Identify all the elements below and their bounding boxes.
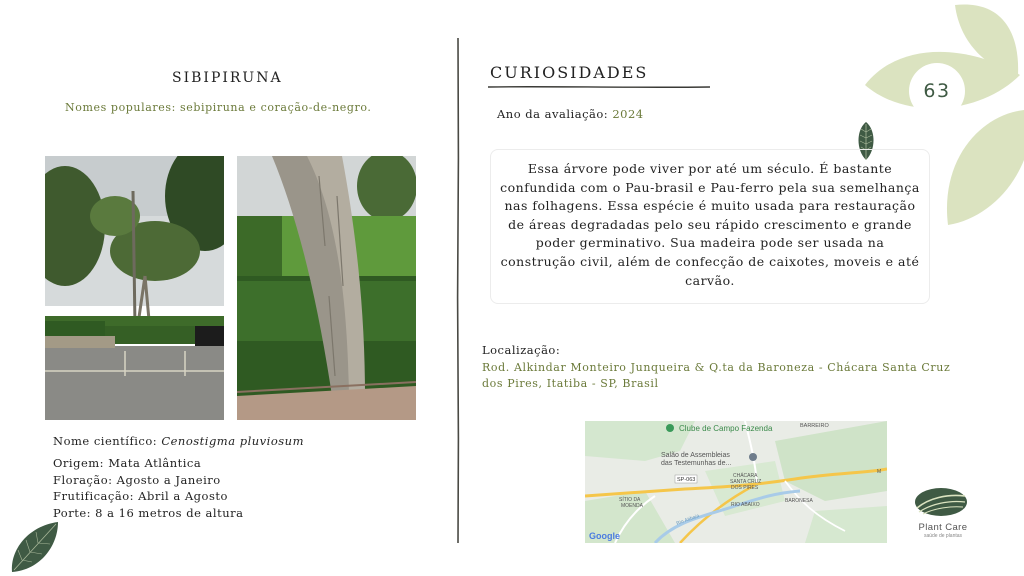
map-label-hall-line2: das Testemunhas de... [661, 460, 732, 467]
map-label-chacara-1: CHÁCARA [733, 473, 758, 479]
curiosities-heading: CURIOSIDADES [490, 63, 649, 82]
fruiting-fact: Frutificação: Abril a Agosto [53, 489, 228, 503]
page-number-badge [909, 63, 965, 119]
map-label-road: SP-063 [677, 477, 696, 483]
year-value: 2024 [612, 107, 644, 121]
column-divider [456, 38, 460, 543]
scientific-label: Nome científico: [53, 434, 162, 448]
tree-photo-garden [45, 156, 224, 420]
map-label-rio-abaixo: RIO ABAIXO [731, 502, 760, 508]
decorative-leaf-bottom-left [8, 520, 60, 576]
map-label-baronesa: BARONESA [785, 498, 813, 504]
map-label-river: Rio Atibaia [675, 513, 701, 527]
logo-tagline: saúde de plantas [923, 533, 963, 539]
tree-trunk-photo [237, 156, 416, 420]
scientific-name: Cenostigma pluviosum [161, 434, 304, 448]
plant-facts [53, 455, 243, 521]
map-label-hall-line1: Salão de Assembleias [661, 452, 730, 459]
logo-name: Plant Care [918, 522, 968, 533]
page-number: 63 [923, 80, 951, 102]
scientific-name-line [53, 434, 304, 448]
google-logo: Google [589, 531, 620, 541]
plant-title: SIBIPIRUNA [172, 70, 283, 86]
map-label-sitio-2: MOENDA [621, 503, 643, 509]
map-label-chacara-3: DOS PIRES [731, 485, 759, 491]
origin-fact: Origem: Mata Atlântica [53, 456, 202, 470]
heading-underline [488, 84, 710, 90]
location-address: Rod. Alkindar Monteiro Junqueira & Q.ta da Baroneza - Chácara Santa Cruz dos Pires, Itatiba - SP, Brasil [482, 361, 951, 390]
size-fact: Porte: 8 a 16 metros de altura [53, 505, 244, 520]
curiosity-box [490, 149, 930, 304]
curiosity-text: Essa árvore pode viver por até um século. É bastante confundida com o Pau-brasil e Pau-ferro pela sua semelhança nas folhagens. Essa espécie é muito usada para restauração de áreas degradadas pelo seu rápido crescimento e grande poder germinativo. Sua madeira pode ser usada na construção civil, além de confecção de caixotes, moveis e até carvão. [500, 161, 920, 288]
evaluation-year [497, 107, 644, 121]
location-map[interactable] [585, 421, 887, 543]
year-label: Ano da avaliação: [497, 107, 613, 121]
map-label-edge: M [877, 469, 882, 475]
flowering-fact: Floração: Agosto a Janeiro [53, 472, 221, 487]
popular-names: Nomes populares: sebipiruna e coração-de-negro. [65, 101, 372, 114]
map-label-barreiro: BARREIRO [800, 423, 829, 429]
location-label: Localização: [482, 343, 561, 357]
map-label-chacara-2: SANTA CRUZ [730, 479, 762, 485]
map-label-sitio-1: SÍTIO DA [619, 497, 641, 503]
map-label-club: Clube de Campo Fazenda [679, 424, 773, 433]
